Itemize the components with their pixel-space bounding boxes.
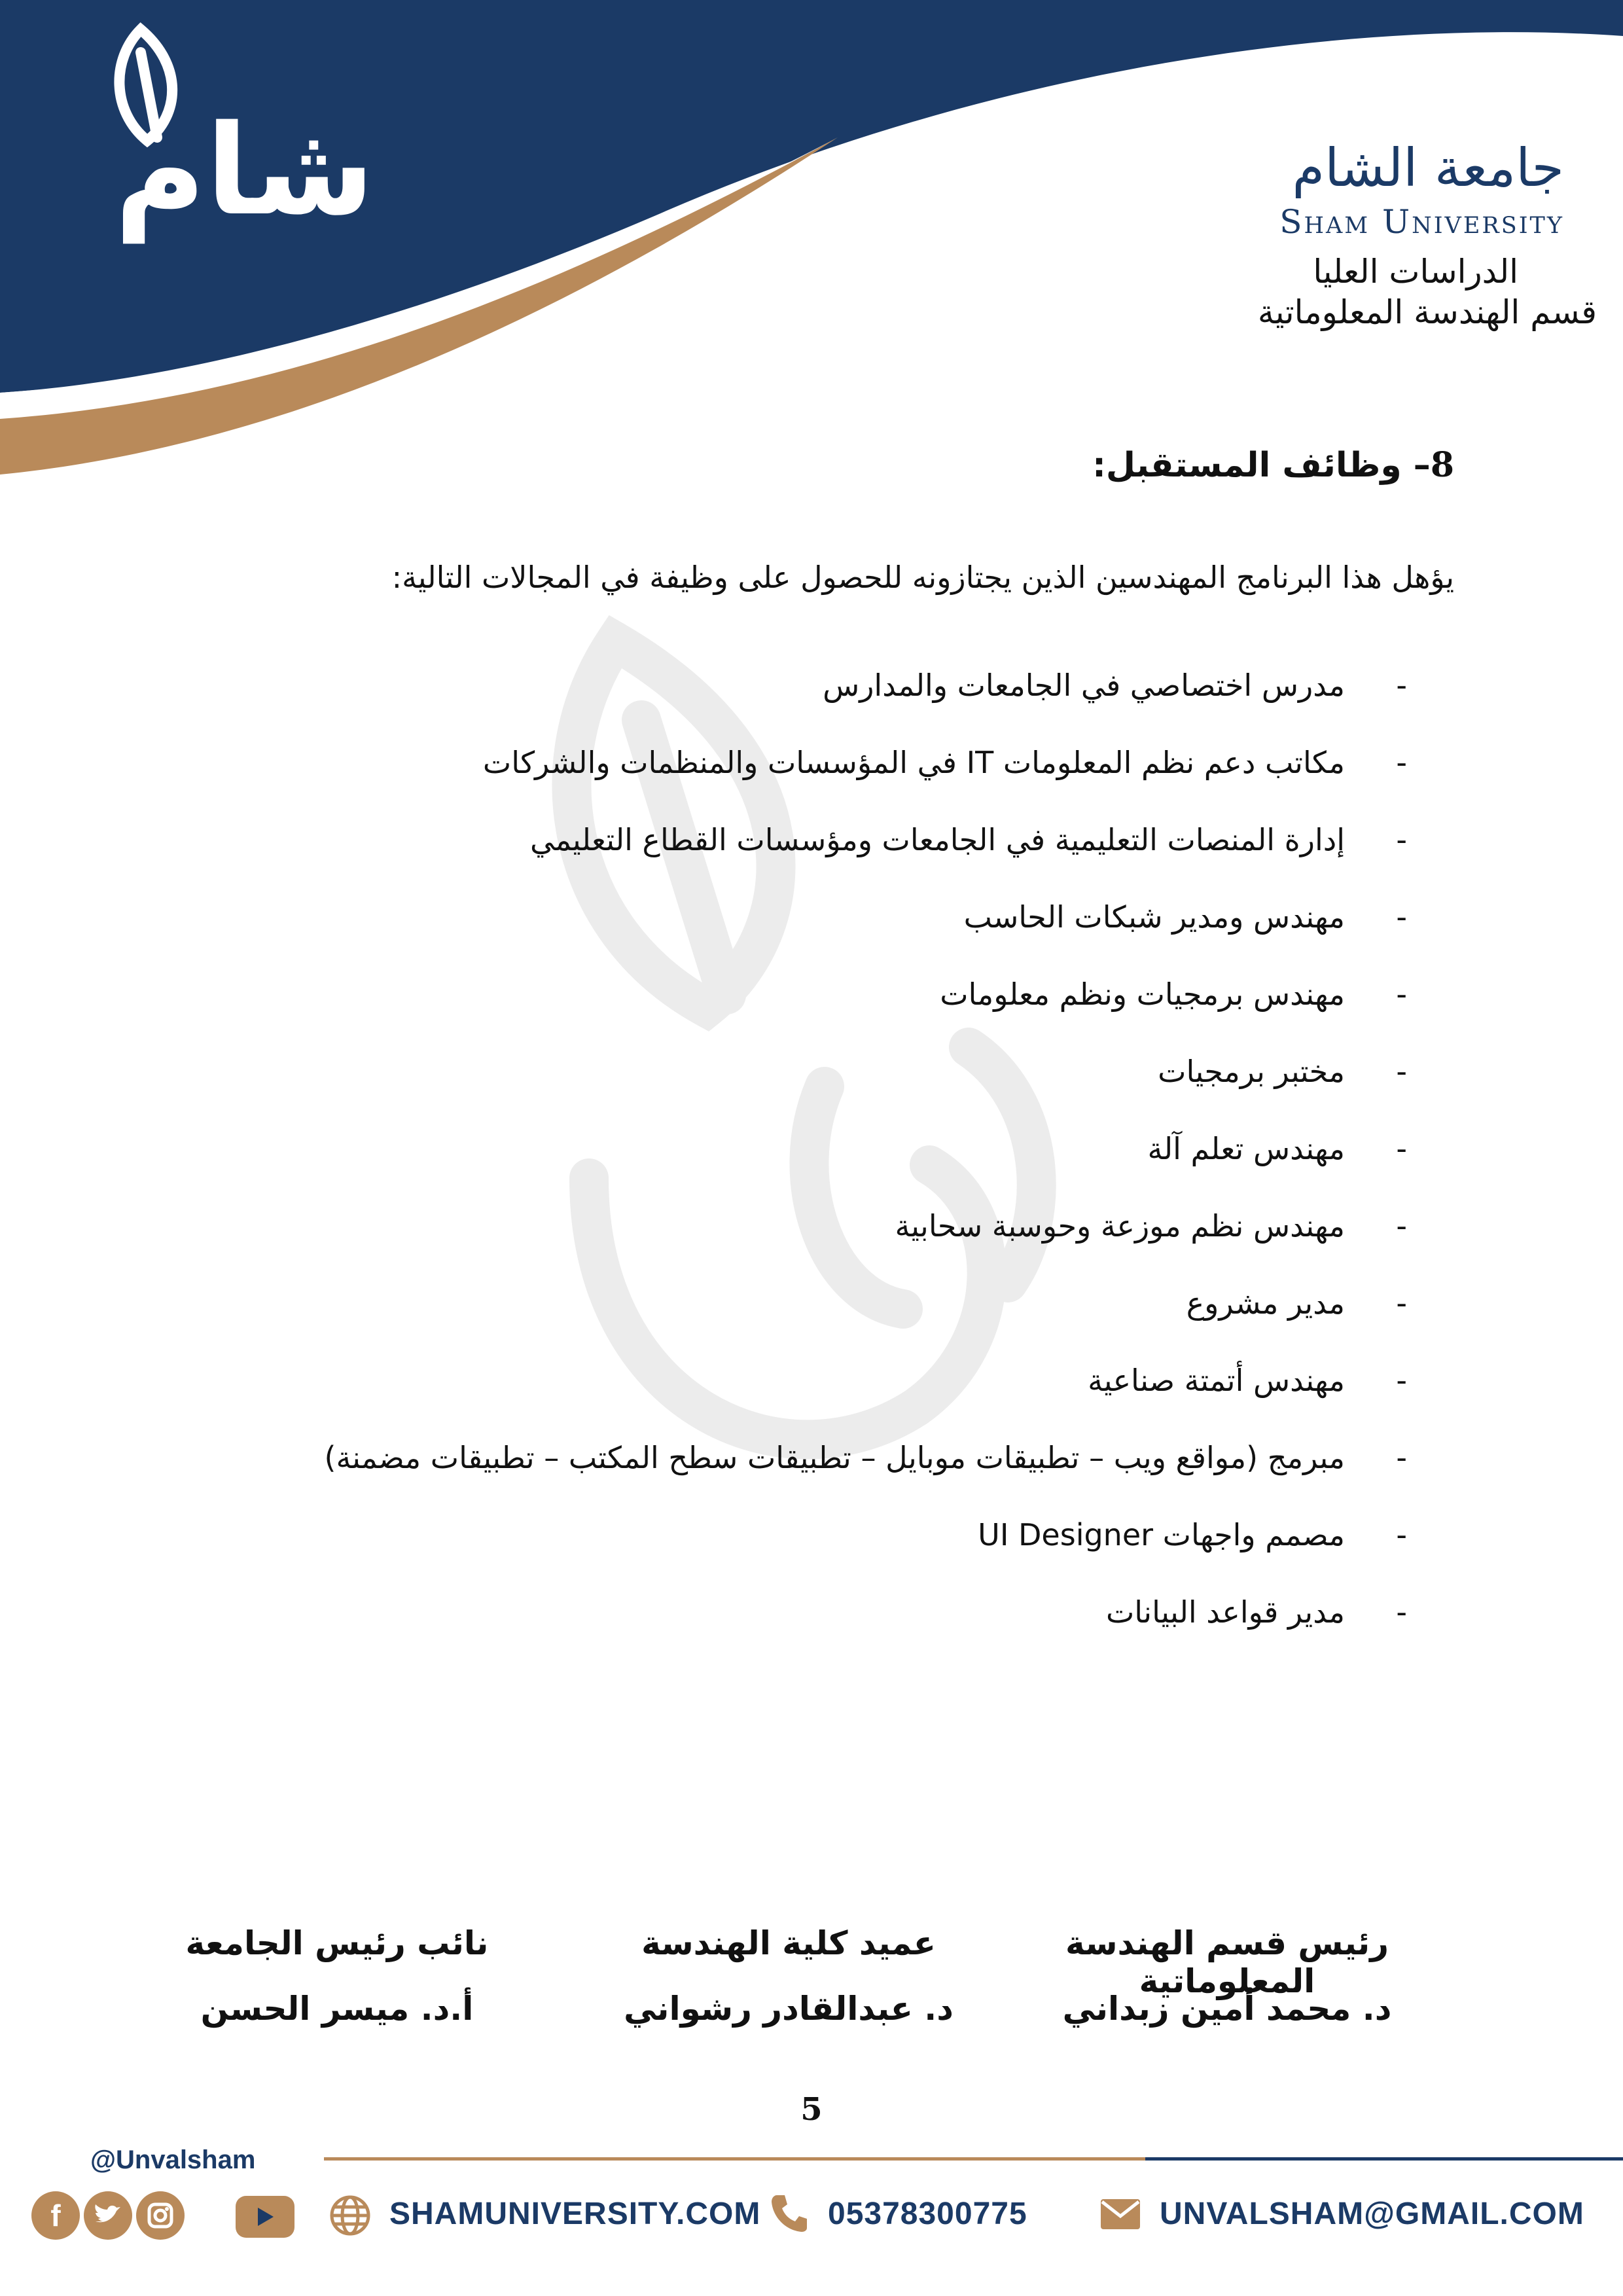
list-item [0, 1363, 1623, 1440]
signature-name: د. محمد أمين زبداني [1062, 1990, 1392, 2028]
job-title: مهندس برمجيات ونظم معلومات [940, 977, 1345, 1012]
list-item [0, 822, 1623, 899]
phone-number[interactable]: 05378300775 [828, 2197, 1027, 2231]
social-handle[interactable]: @Unvalsham [90, 2145, 256, 2174]
list-item [0, 977, 1623, 1054]
page-number: 5 [800, 2091, 823, 2128]
twitter-icon[interactable] [84, 2191, 132, 2240]
department-name: قسم الهندسة المعلوماتية [1257, 293, 1597, 331]
list-item [0, 668, 1623, 745]
bullet-dash: - [1396, 822, 1407, 857]
bullet-dash: - [1396, 1363, 1407, 1398]
email-link[interactable]: UNVALSHAM@GMAIL.COM [1160, 2197, 1584, 2231]
job-title: مبرمج (مواقع ويب – تطبيقات موبايل – تطبيقات سطح المكتب – تطبيقات مضمنة) [324, 1440, 1345, 1475]
job-title: مهندس تعلم آلة [1147, 1131, 1345, 1166]
list-item [0, 1285, 1623, 1363]
signature-vice-president [134, 1924, 540, 2028]
footer-divider-gold [324, 2157, 1145, 2161]
job-title: مكاتب دعم نظم المعلومات IT في المؤسسات والمنظمات والشركات [482, 745, 1345, 780]
bullet-dash: - [1396, 745, 1407, 780]
section-title: – وظائف المستقبل: [1092, 446, 1431, 485]
list-item [0, 1054, 1623, 1131]
bullet-dash: - [1396, 1208, 1407, 1244]
facebook-icon[interactable]: f [31, 2191, 80, 2240]
job-title: مختبر برمجيات [1158, 1054, 1345, 1089]
list-item [0, 1594, 1623, 1672]
signature-name: د. عبدالقادر رشواني [624, 1990, 954, 2028]
university-name-english: Sham University [1279, 203, 1564, 241]
job-title: مهندس نظم موزعة وحوسبة سحابية [895, 1208, 1345, 1244]
bullet-dash: - [1396, 899, 1407, 935]
signature-dean [586, 1924, 991, 2028]
bullet-dash: - [1396, 977, 1407, 1012]
signature-role: رئيس قسم الهندسة المعلوماتية [1065, 1924, 1389, 2000]
logo-text: شام [115, 98, 375, 243]
section-number: 8 [1430, 445, 1454, 485]
bullet-dash: - [1396, 1517, 1407, 1552]
list-item [0, 1440, 1623, 1517]
bullet-dash: - [1396, 1131, 1407, 1166]
signature-role: نائب رئيس الجامعة [185, 1924, 489, 1962]
list-item [0, 899, 1623, 977]
globe-icon [327, 2193, 373, 2238]
section-intro: يؤهل هذا البرنامج المهندسين الذين يجتازونه للحصول على وظيفة في المجالات التالية: [391, 560, 1454, 595]
job-title: مصمم واجهات UI Designer [978, 1517, 1345, 1552]
faculty-name: الدراسات العليا [1313, 253, 1518, 291]
signature-role: عميد كلية الهندسة [641, 1924, 936, 1962]
job-title: مدير قواعد البيانات [1105, 1594, 1345, 1630]
section-heading [1092, 445, 1454, 485]
header-wave-art [0, 0, 1623, 497]
bullet-dash: - [1396, 1285, 1407, 1321]
job-title: إدارة المنصات التعليمية في الجامعات ومؤسسات القطاع التعليمي [530, 822, 1345, 857]
university-name-arabic: جامعة الشام [1292, 137, 1564, 198]
instagram-icon[interactable] [136, 2191, 185, 2240]
youtube-icon[interactable] [236, 2196, 294, 2238]
jobs-list [0, 668, 1623, 1672]
website-link[interactable]: SHAMUNIVERSITY.COM [389, 2197, 761, 2231]
list-item [0, 1131, 1623, 1208]
bullet-dash: - [1396, 1054, 1407, 1089]
bullet-dash: - [1396, 1440, 1407, 1475]
job-title: مهندس أتمتة صناعية [1088, 1363, 1345, 1398]
phone-icon [769, 2193, 808, 2234]
list-item [0, 745, 1623, 822]
list-item [0, 1517, 1623, 1594]
bullet-dash: - [1396, 668, 1407, 703]
job-title: مهندس ومدير شبكات الحاسب [963, 899, 1345, 935]
job-title: مدير مشروع [1186, 1285, 1345, 1321]
job-title: مدرس اختصاصي في الجامعات والمدارس [823, 668, 1345, 703]
signature-department-head [1024, 1924, 1430, 2028]
email-icon [1099, 2198, 1141, 2231]
list-item [0, 1208, 1623, 1285]
bullet-dash: - [1396, 1594, 1407, 1630]
footer-divider-navy [1145, 2157, 1623, 2161]
signature-name: أ.د. ميسر الحسن [200, 1990, 474, 2028]
